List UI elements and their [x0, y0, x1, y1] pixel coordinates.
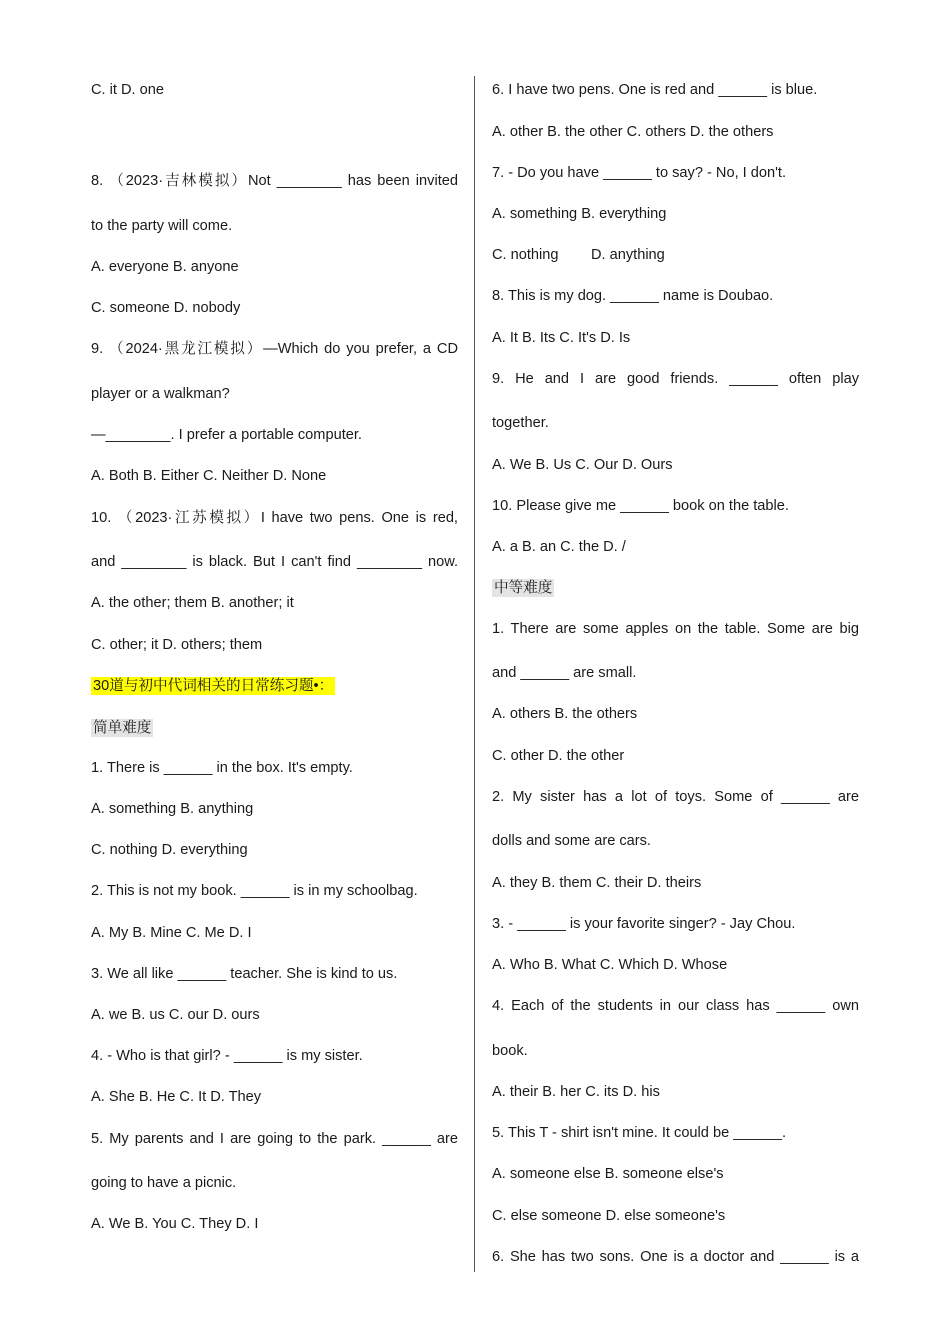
answer-options: A. they B. them C. their D. theirs: [492, 875, 702, 891]
section-title-highlight: 30道与初中代词相关的日常练习题•：: [93, 678, 334, 694]
question-text: 1. There is ______ in the box. It's empty.: [91, 760, 353, 776]
question-text: player or a walkman?: [91, 386, 230, 402]
question-text: 10. （2023·江苏模拟）I have two pens. One is red,: [91, 510, 458, 526]
section-title: [91, 677, 335, 695]
answer-options: A. We B. Us C. Our D. Ours: [492, 457, 673, 473]
answer-options: A. My B. Mine C. Me D. I: [91, 925, 252, 941]
question-text: 6. She has two sons. One is a doctor and ______ is a: [492, 1249, 859, 1265]
question-text: and ______ are small.: [492, 665, 637, 681]
question-text: and ________ is black. But I can't find ________ now.: [91, 554, 458, 570]
answer-options: A. Both B. Either C. Neither D. None: [91, 468, 327, 484]
question-text: book.: [492, 1043, 528, 1059]
difficulty-label: 简单难度: [93, 720, 152, 736]
question-text: 7. - Do you have ______ to say? - No, I don't.: [492, 165, 787, 181]
question-text: 9. （2024·黑龙江模拟）—Which do you prefer, a CD: [91, 341, 458, 357]
question-text: 2. My sister has a lot of toys. Some of ______ are: [492, 789, 859, 805]
answer-options: A. someone else B. someone else's: [492, 1166, 724, 1182]
answer-options: A. something B. anything: [91, 801, 254, 817]
question-text: going to have a picnic.: [91, 1175, 237, 1191]
answer-options: C. nothing D. anything: [492, 247, 665, 263]
question-text: 4. - Who is that girl? - ______ is my sister.: [91, 1048, 363, 1064]
difficulty-heading: [91, 719, 153, 737]
right-column: [476, 0, 950, 1344]
answer-options: C. other D. the other: [492, 748, 625, 764]
question-text: 4. Each of the students in our class has ______ own: [492, 998, 859, 1014]
question-text: together.: [492, 415, 549, 431]
answer-options: A. their B. her C. its D. his: [492, 1084, 660, 1100]
answer-options: A. She B. He C. It D. They: [91, 1089, 262, 1105]
answer-options: C. it D. one: [91, 82, 164, 98]
answer-options: C. other; it D. others; them: [91, 637, 263, 653]
answer-options: A. something B. everything: [492, 206, 667, 222]
question-text: 1. There are some apples on the table. Some are big: [492, 621, 859, 637]
answer-options: C. someone D. nobody: [91, 300, 241, 316]
question-text: 3. - ______ is your favorite singer? - Jay Chou.: [492, 916, 796, 932]
question-text: to the party will come.: [91, 218, 233, 234]
answer-options: A. It B. Its C. It's D. Is: [492, 330, 631, 346]
question-text: 8. This is my dog. ______ name is Doubao.: [492, 288, 774, 304]
question-text: 9. He and I are good friends. ______ often play: [492, 371, 859, 387]
answer-options: C. else someone D. else someone's: [492, 1208, 726, 1224]
answer-options: A. other B. the other C. others D. the others: [492, 124, 774, 140]
question-text: 10. Please give me ______ book on the table.: [492, 498, 789, 514]
question-text: 8. （2023·吉林模拟）Not ________ has been invited: [91, 173, 458, 189]
difficulty-label: 中等难度: [494, 580, 553, 596]
answer-options: A. we B. us C. our D. ours: [91, 1007, 260, 1023]
question-text: 5. This T - shirt isn't mine. It could be ______.: [492, 1125, 787, 1141]
answer-options: A. others B. the others: [492, 706, 638, 722]
question-text: —________. I prefer a portable computer.: [91, 427, 362, 443]
difficulty-heading: [492, 579, 554, 597]
question-text: 2. This is not my book. ______ is in my schoolbag.: [91, 883, 418, 899]
question-text: 3. We all like ______ teacher. She is kind to us.: [91, 966, 398, 982]
answer-options: A. everyone B. anyone: [91, 259, 239, 275]
question-text: dolls and some are cars.: [492, 833, 651, 849]
answer-options: A. the other; them B. another; it: [91, 595, 294, 611]
answer-options: C. nothing D. everything: [91, 842, 248, 858]
answer-options: A. We B. You C. They D. I: [91, 1216, 259, 1232]
answer-options: A. a B. an C. the D. /: [492, 539, 626, 555]
question-text: 6. I have two pens. One is red and ______ is blue.: [492, 82, 818, 98]
question-text: 5. My parents and I are going to the park. ______ are: [91, 1131, 458, 1147]
answer-options: A. Who B. What C. Which D. Whose: [492, 957, 728, 973]
